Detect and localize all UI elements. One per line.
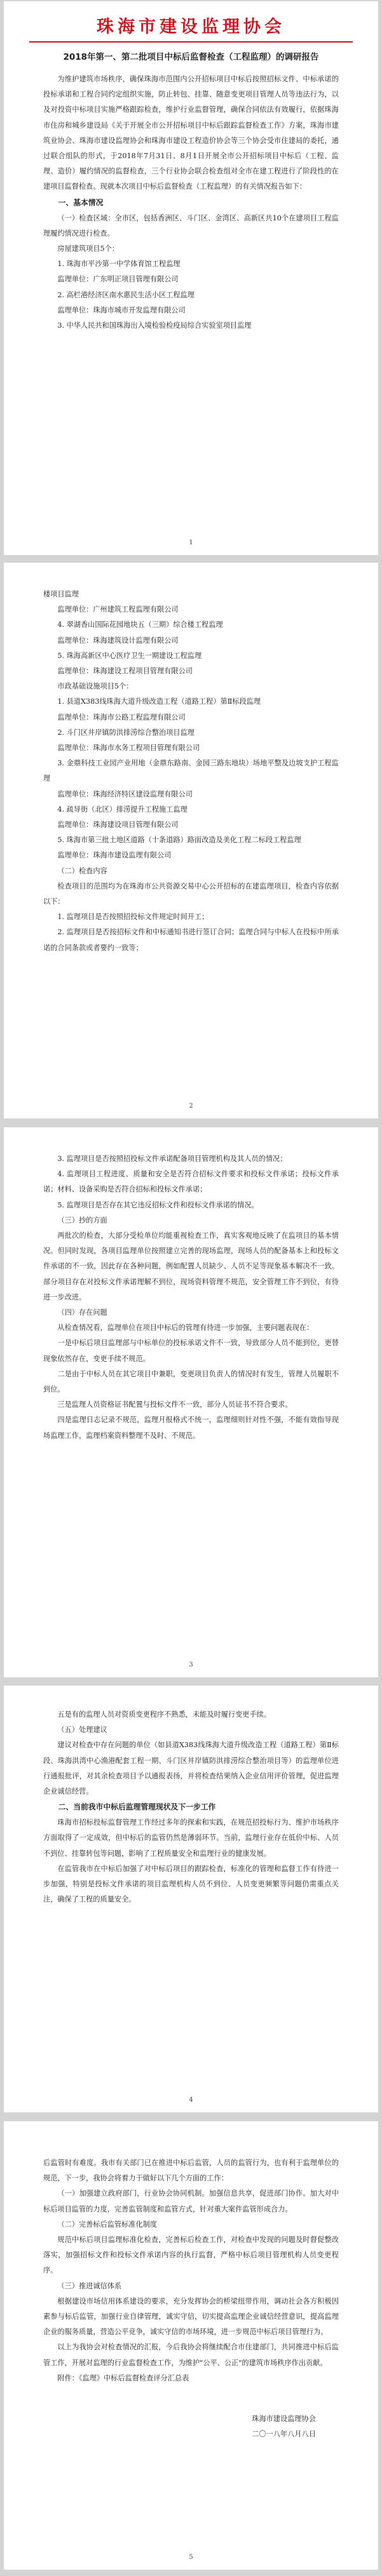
paragraph: 检查项目的范围均为在珠海市公共资源交易中心公开招标的在建监理项目，检查内容依据以下： [43,882,339,906]
subsection-heading: （四）存在问题 [57,1308,107,1317]
list-item: 监理单位：珠海建设工程项目管理有限公司 [57,667,193,676]
list-item: 监理单位：广州建筑工程监理有限公司 [57,605,179,614]
subsection-heading: （三）抄的方面 [57,1216,107,1224]
paragraph: 从检查情况看，监理单位在项目中标后的管理有待进一步加强，主要问题表现在： [57,1324,314,1332]
signature-org: 珠海市建设监理协会 [252,2415,316,2424]
list-item: 2. 高栏港经济区南水惠民生活小区工程监理 [57,290,194,299]
signature-date: 二〇一八年八月八日 [252,2430,316,2439]
list-item: 4. 翠湖香山国际花园地块五（三期）综合楼工程监理 [57,621,223,629]
subsection-heading: （三）推进诚信体系 [57,2281,122,2290]
list-item: 5. 珠海市第三批土地区道路（十条道路）路面改造及美化工程二标段工程监理 [57,836,301,845]
subsection-heading: （五）处理建议 [57,1726,107,1734]
red-divider [29,41,353,43]
section-heading-status: 二、当前我市中标后监理管理现状及下一步工作 [58,1802,216,1812]
document-page-3 [4,1127,378,1677]
list-item: 监理单位：珠海经济特区建设监理有限公司 [57,789,193,798]
list-item: 2. 监理项目是否按招标文件和中标通知书进行签订合同；监理合同与中标人在投标中所承诺的合同条款或者要约一致等； [43,928,339,952]
list-item: 5. 珠海高新区中心医疗卫生一期建设工程监理 [57,651,202,660]
intro-paragraph: 为维护建筑市场秩序，确保珠海市范围内公开招标项目中标后按照招标文件、中标承诺的投标承诺和工程合同约定组织实施，防止转包、挂靠、随意变更项目管理人员等违法行为，以及对投资中标项目实施严格跟踪检查，维护行业监督管理，确保合同依法有效履行，依据珠海市住房和城乡建设局《关于开展全市公开招标项目中标后跟踪监督检查工作》方案，珠海市建筑业协会、珠海市建设监理协会和珠海市建设工程造价协会等三个协会受市住建局的委托，通过联合组队的形式，于2018年7月31日、8月1日开展全市公开招标项目中标后（工程、监理、造价）履约情况的监督检查，三个行业协会联合检查组对全市在建工程进行了阶段性的在建项目监督检查。现就本次项目中标后监督检查（工程监理）的有关情况报告如下： [43,75,339,191]
list-item: 监理单位：珠海市城市开发监理有限公司 [57,305,186,314]
paragraph: 根据建设市场信用体系建设的要求，充分发挥协会的桥梁纽带作用，调动社会各方积极因素参与标后监管，加强行业自律管理，诚实守信，切实提高监理企业诚信经营意识，提高监理企业的服务质量，营造公平竞争，诚实守信的市场环境，进一步规范中标后项目管理行为。 [43,2297,339,2337]
org-title: 珠海市建设监理协会 [97,17,285,37]
paragraph: 四是监理日志记录不规范，监理月报格式不统一，监理细则针对性不强，不能有效指导现场监理工作，监理档案资料整理不及时、不规范。 [43,1416,339,1440]
list-item: 一是中标后项目监理部与中标单位的投标承诺文件不一致，导致部分人员不能到位，更替现象依然存在，变更手续不规范。 [43,1339,339,1363]
paragraph: 两批次的检查，大部分受检单位均能重视检查工作，真实客观地反映了在监项目的基本情况。但同时发现，各项目监理单位按照建立完善的现场监理，现场人员的配备基本上和投标文件承诺的不一致，因此存在各种问题，例如配置人员缺少、人员不足等现象基本解决不一致。部分项目存在对投标文件承诺理解不到位，现场资料管理不规范，安全管理工作不到位，有待进一步改进。 [43,1231,339,1301]
paragraph: 建议对检查中存在问题的单位（如县道X383线珠海大道升级改造工程（道路工程）第Ⅱ标段、珠海洪湾中心渔港配套工程一期、斗门区井岸镇防洪排涝综合整治项目等）的监理单位进行通报批评，对其余检查项目予以通报表扬，并将检查结果纳入企业信用评价管理，促进监理企业诚信经营。 [43,1741,339,1796]
list-item: 5. 监理项目是否存在其它违反招标文件和投标文件承诺的情况。 [57,1200,259,1209]
list-item: 五是有的监理人员对资质变更程序不熟悉，未能及时履行变更手续。 [57,1710,271,1719]
list-item: 3. 监理项目是否按照招投标文件承诺配备项目管理机构及其人员的情况； [57,1155,287,1163]
page-number: 3 [189,1661,193,1668]
list-item: 3. 金鼎科技工业园产业用地（金鼎东路南、金园三路东地块）场地平整及边坡支护工程监理 [43,759,339,783]
list-item: 监理单位：珠海建筑设计监理有限公司 [57,636,179,645]
paragraph: 珠海市招标投标监督管理工作经过多年的探索和实践，在规范招投标行为、维护市场秩序方面取得了一定成效，但中标后的监管仍然是薄弱环节。当前，监理行业存在低价中标、人员不到位、挂靠转包等问题，影响了工程质量安全和监理行业的健康发展。 [43,1818,339,1858]
list-item: 1. 珠海市平沙第一中学体育馆工程监理 [57,260,181,269]
section-heading-basic: 一、基本情况 [58,198,104,207]
signature-block [43,2412,339,2442]
list-item: 二是由于中标人员在其它项目中兼职，变更项目负责人的情况时有发生，管理人员履职不到位。 [43,1369,339,1394]
document-page-2 [4,563,378,1118]
document-page-4 [4,1686,378,2112]
list-item: 4. 监理项目工程进度、质量和安全是否符合招标文件要求和投标文件承诺；投标文件承诺；材料、设备采购是否符合招标和投标文件承诺； [43,1170,339,1194]
list-item: 2. 斗门区井岸镇防洪排涝综合整治项目监理 [57,728,194,737]
paragraph: 后监管时有难度。我市有关部门已在推进中标后监管，人员的监管行为，也有利于监理单位的规范，下一步，我协会将着力于做好以下几个方面的工作： [43,2159,339,2183]
list-item: 4. 疏导街（北区）排涝提升工程施工监理 [57,805,188,814]
document-page-5 [4,2121,378,2570]
list-item: 3. 中华人民共和国珠海出入境检验检疫局综合实验室项目监理 [57,321,252,330]
paragraph: 以上为我协会对检查情况的汇报，今后我协会将继续配合市住建部门，共同推进中标后监管工作，开展对监理的行业监督检查工作，为维护"公平、公正"的建筑市场秩序作出贡献。 [43,2343,339,2367]
list-item: 楼项目监理 [43,590,79,598]
page-number: 5 [189,2554,193,2561]
scope-paragraph: （一）检查区域：全市区，包括香洲区、斗门区、金湾区、高新区共10个在建项目工程监理履约情况进行检查。 [43,213,339,238]
document-page-1 [4,1,378,555]
list-item: 监理单位：珠海建设项目管理有限公司 [57,821,179,829]
list-item: 监理单位：珠海市公路工程监理有限公司 [57,713,186,721]
list-item: 1. 县道X383线珠海大道升级改造工程（道路工程）第Ⅱ标段监理 [57,697,261,706]
list-item: 市政基础设施项目5个： [57,682,133,691]
list-item: 监理单位：广东明正项目管理有限公司 [57,275,179,284]
page-number: 2 [189,1103,193,1110]
paragraph: 规范中标后项目监理标准化检查，完善标后检查工作，对检查中发现的问题及时督促整改落实，加强招标文件和投标文件承诺内容的执行监督，严格中标后项目管理机构人员变更程序。 [43,2236,339,2275]
list-item: 监理单位：珠海市建设监理有限公司 [57,851,172,860]
document-title: 2018年第一、第二批项目中标后监督检查（工程监理）的调研报告 [63,52,319,62]
paragraph: 在监管我市在中标后加强了对中标后项目的跟踪检查，标准化的管理和监督工作有待进一步加强，特别是投标文件承诺的项目监理机构人员不到位、人员变更频繁等问题仍需重点关注，确保了工程的质量安全。 [43,1864,339,1904]
list-heading: 房屋建筑项目5个： [57,245,119,253]
attachment-note: 附件：《监理》中标后监督检查评分汇总表 [57,2373,189,2382]
paragraph: （一）加强建立政府部门，行业协会协同机制。加强信息共享，促进部门协作。加大对中标后项目监管的力度，完善监管制度和监管方式，针对重大案件监管形成合力。 [43,2189,339,2213]
subsection-heading: （二）完善标后监管标准化制度 [57,2220,158,2229]
page-number: 4 [189,2096,193,2103]
subsection-heading: （二）检查内容 [57,866,107,875]
list-item: 1. 监理项目是否按照招投标文件规定时间开工； [57,913,209,922]
page-number: 1 [189,539,193,546]
list-item: 三是监理人员资格证书配置与投标文件不一致，部分人员证书不符合要求。 [57,1400,292,1409]
list-item: 监理单位：珠海市水务工程项目管理有限公司 [57,744,200,753]
